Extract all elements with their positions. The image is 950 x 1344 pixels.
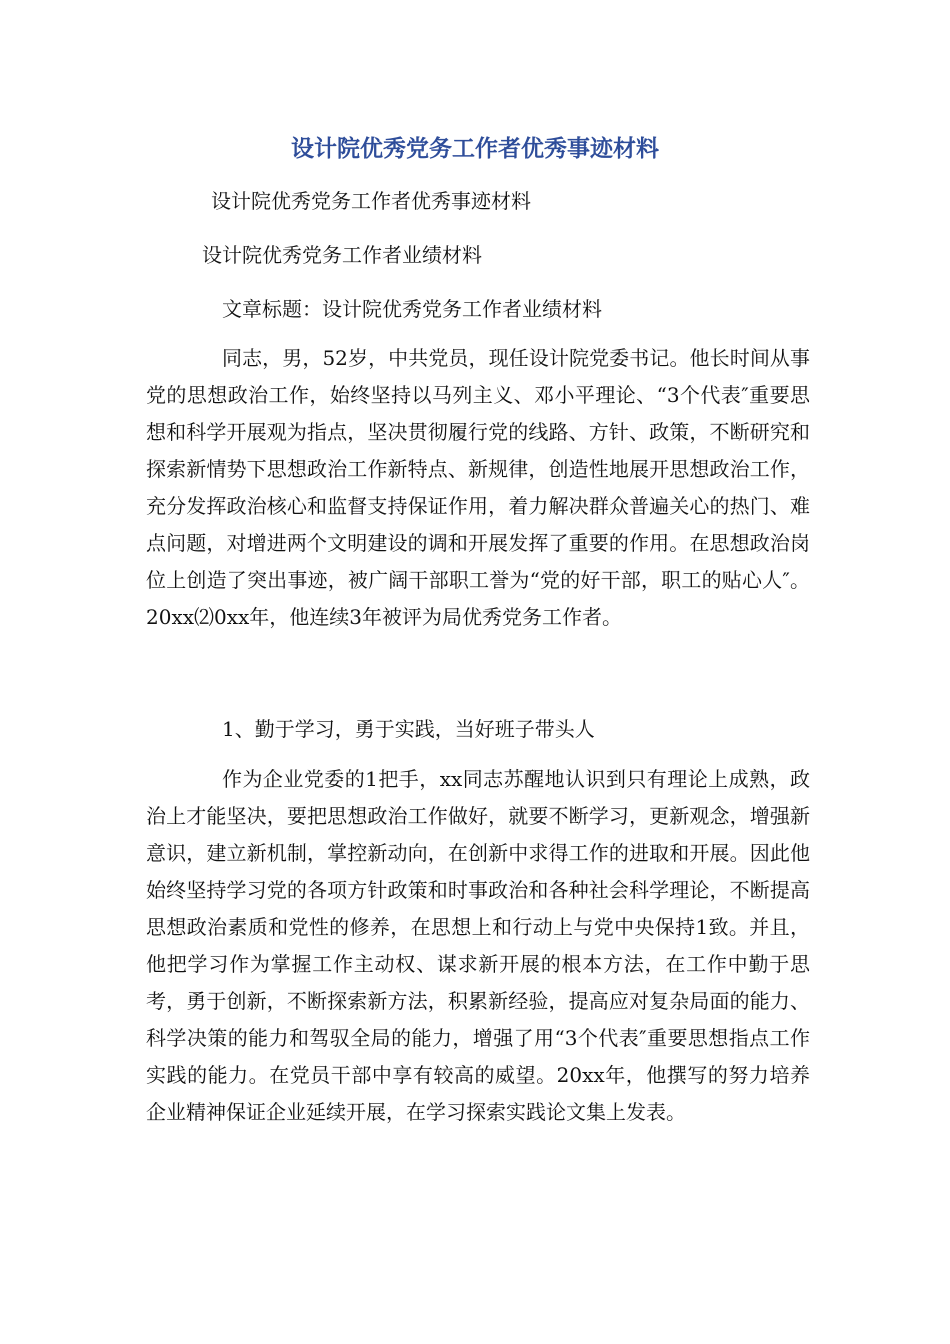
section-heading-1: 1、勤于学习，勇于实践，当好班子带头人 xyxy=(222,717,595,741)
article-heading: 文章标题：设计院优秀党务工作者业绩材料 xyxy=(222,297,602,321)
subtitle-line-2: 设计院优秀党务工作者业绩材料 xyxy=(202,243,482,267)
document-title: 设计院优秀党务工作者优秀事迹材料 xyxy=(291,136,659,162)
body-paragraph-1: 同志，男，52岁，中共党员，现任设计院党委书记。他长时间从事党的思想政治工作，始终坚持以马列主义、邓小平理论、“3个代表″重要思想和科学开展观为指点，坚决贯彻履行党的线路、方针、政策，不断研究和探索新情势下思想政治工作新特点、新规律，创造性地展开思想政治工作，充分发挥政治核心和监督支持保证作用，着力解决群众普遍关心的热门、难点问题，对增进两个文明建设的调和开展发挥了重要的作用。在思想政治岗位上创造了突出事迹，被广阔干部职工誉为“党的好干部，职工的贴心人″。20xx⑵0xx年，他连续3年被评为局优秀党务工作者。 xyxy=(146,346,810,629)
body-paragraph-2: 作为企业党委的1把手，xx同志苏醒地认识到只有理论上成熟，政治上才能坚决，要把思想政治工作做好，就要不断学习，更新观念，增强新意识，建立新机制，掌控新动向，在创新中求得工作的进取和开展。因此他始终坚持学习党的各项方针政策和时事政治和各种社会科学理论，不断提高思想政治素质和党性的修养，在思想上和行动上与党中央保持1致。并且，他把学习作为掌握工作主动权、谋求新开展的根本方法，在工作中勤于思考，勇于创新，不断探索新方法，积累新经验，提高应对复杂局面的能力、科学决策的能力和驾驭全局的能力，增强了用“3个代表″重要思想指点工作实践的能力。在党员干部中享有较高的威望。20xx年，他撰写的努力培养企业精神保证企业延续开展，在学习探索实践论文集上发表。 xyxy=(146,767,810,1124)
subtitle-line-1: 设计院优秀党务工作者优秀事迹材料 xyxy=(211,189,531,213)
